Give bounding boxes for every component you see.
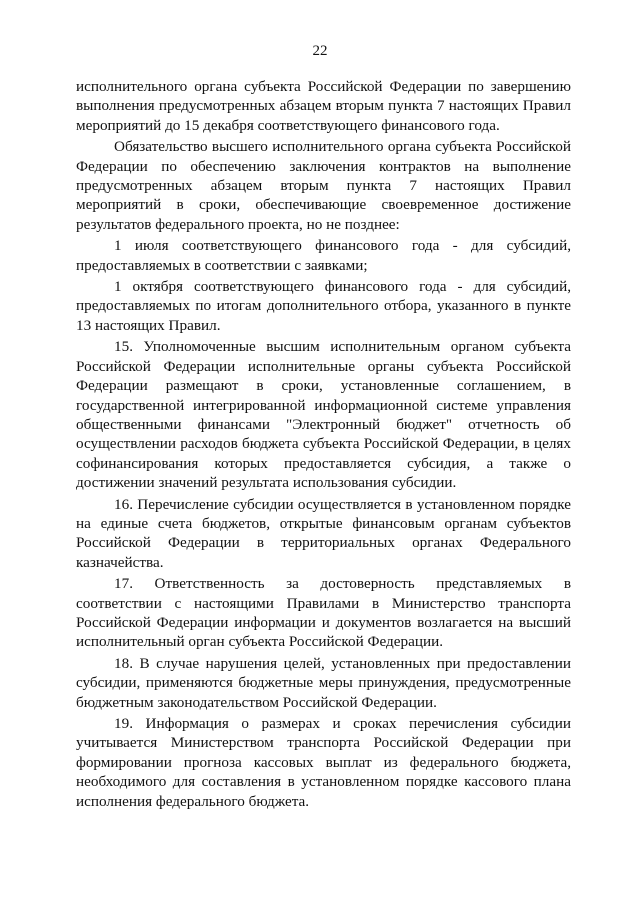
paragraph-item-18: 18. В случае нарушения целей, установленных при предоставлении субсидии, применяются бюджетные меры принуждения, предусмотренные бюджетным законодательством Российской Федерации. xyxy=(76,654,571,711)
page-number: 22 xyxy=(312,43,328,59)
document-body xyxy=(76,77,571,813)
paragraph-item-15: 15. Уполномоченные высшим исполнительным органом субъекта Российской Федерации исполнительные органы субъекта Российской Федерации размещают в сроки, установленные соглашением, в государственной интегрированной информационной системе управления общественными финансами "Электронный бюджет" отчетность об осуществлении расходов бюджета субъекта Российской Федерации, в целях софинансирования которых предоставляется субсидия, а также о достижении значений результата использования субсидии. xyxy=(76,338,571,492)
paragraph-item-17: 17. Ответственность за достоверность представляемых в соответствии с настоящими Правилами в Министерство транспорта Российской Федерации информации и документов возлагается на высший исполнительный орган субъекта Российской Федерации. xyxy=(76,575,571,651)
paragraph-deadline-october: 1 октября соответствующего финансового года - для субсидий, предоставляемых по итогам дополнительного отбора, указанного в пункте 13 настоящих Правил. xyxy=(76,278,571,334)
paragraph-item-19: 19. Информация о размерах и сроках перечисления субсидии учитывается Министерством транспорта Российской Федерации при формировании прогноза кассовых выплат из федерального бюджета, необходимого для составления в установленном порядке кассового плана исполнения федерального бюджета. xyxy=(76,715,571,810)
paragraph-continuation: исполнительного органа субъекта Российской Федерации по завершению выполнения предусмотренных абзацем вторым пункта 7 настоящих Правил мероприятий до 15 декабря соответствующего финансового года. xyxy=(76,78,571,134)
paragraph-obligation: Обязательство высшего исполнительного органа субъекта Российской Федерации по обеспечению заключения контрактов на выполнение предусмотренных абзацем вторым пункта 7 настоящих Правил мероприятий в сроки, обеспечивающие своевременное достижение результатов федерального проекта, но не позднее: xyxy=(76,138,571,233)
paragraph-deadline-july: 1 июля соответствующего финансового года - для субсидий, предоставляемых в соответствии с заявками; xyxy=(76,237,571,274)
paragraph-item-16: 16. Перечисление субсидии осуществляется в установленном порядке на единые счета бюджетов, открытые финансовым органам субъектов Российской Федерации в территориальных органах Федерального казначейства. xyxy=(76,495,571,571)
